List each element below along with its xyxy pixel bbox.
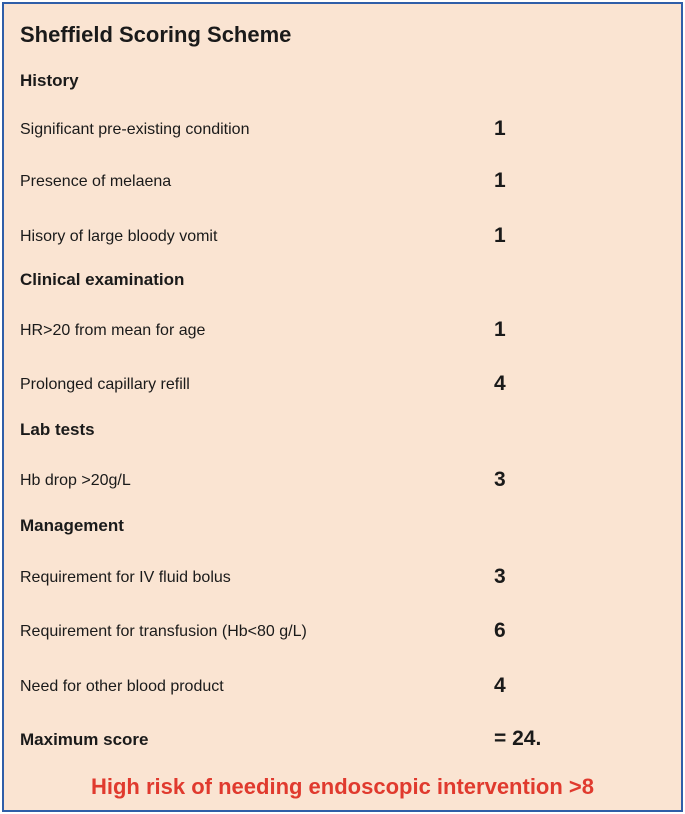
section-heading-history: History	[20, 71, 79, 90]
item-label: Hisory of large bloody vomit	[20, 228, 218, 245]
scoring-card	[2, 2, 683, 812]
item-score: 1	[494, 169, 506, 192]
item-label: Presence of melaena	[20, 173, 172, 190]
maximum-score-label: Maximum score	[20, 730, 149, 749]
item-label: Hb drop >20g/L	[20, 472, 131, 489]
item-score: 3	[494, 468, 506, 491]
item-score: 1	[494, 318, 506, 341]
item-score: 4	[494, 674, 506, 697]
item-label: Prolonged capillary refill	[20, 376, 190, 393]
item-score: 1	[494, 117, 506, 140]
item-label: Requirement for transfusion (Hb<80 g/L)	[20, 623, 307, 640]
item-score: 3	[494, 565, 506, 588]
risk-threshold-note: High risk of needing endoscopic intervention >8	[90, 774, 595, 799]
card-title: Sheffield Scoring Scheme	[20, 22, 292, 47]
maximum-score-value: = 24.	[494, 727, 542, 750]
section-heading-clinical: Clinical examination	[20, 270, 185, 289]
section-heading-lab: Lab tests	[20, 420, 95, 439]
item-label: Requirement for IV fluid bolus	[20, 569, 231, 586]
item-score: 4	[494, 372, 506, 395]
item-label: Significant pre-existing condition	[20, 121, 250, 138]
item-score: 1	[494, 224, 506, 247]
item-label: HR>20 from mean for age	[20, 322, 206, 339]
section-heading-management: Management	[20, 516, 124, 535]
item-label: Need for other blood product	[20, 678, 224, 695]
item-score: 6	[494, 619, 506, 642]
